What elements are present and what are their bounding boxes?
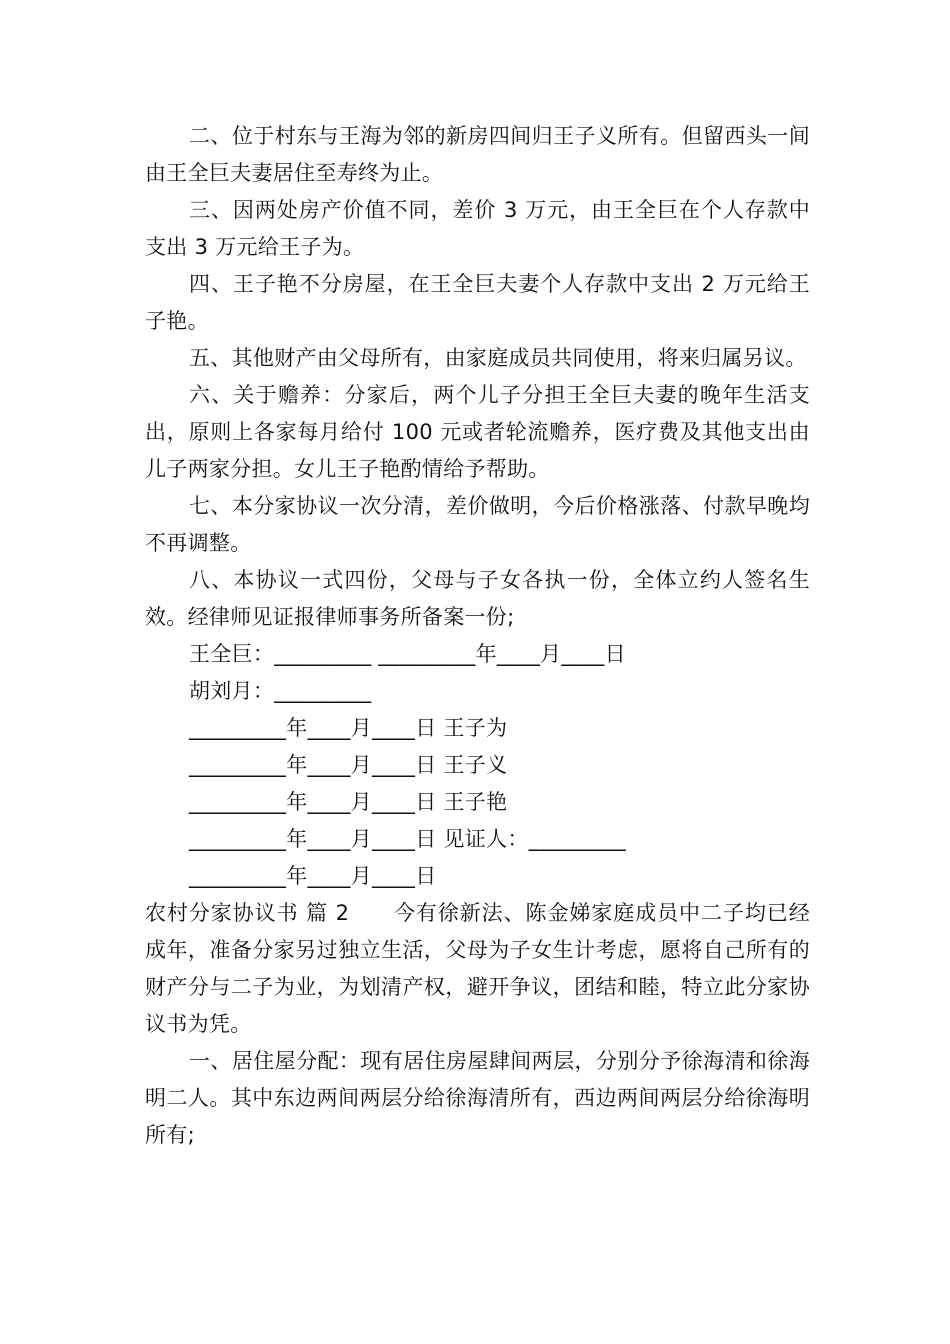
signature-line: _________年____月____日 王子为	[189, 716, 508, 740]
clause-5: 五、其他财产由父母所有，由家庭成员共同使用，将来归属另议。	[189, 346, 807, 370]
section2-heading: 农村分家协议书 篇 2	[145, 901, 350, 925]
signature-line: _________年____月____日 见证人：_________	[189, 827, 626, 851]
signature-line: 王全巨：_________ _________年____月____日	[189, 642, 626, 666]
clause-3: 三、因两处房产价值不同，差价 3 万元，由王全巨在个人存款中支出 3 万元给王子为。	[145, 198, 810, 259]
signature-line: _________年____月____日 王子义	[189, 753, 508, 777]
section2-clause-1: 一、居住屋分配：现有居住房屋肆间两层，分别分予徐海清和徐海明二人。其中东边两间两层分给徐海清所有，西边两间两层分给徐海明所有;	[145, 1049, 810, 1147]
section2-intro-paragraph	[145, 895, 810, 1043]
clause-7: 七、本分家协议一次分清，差价做明，今后价格涨落、付款早晚均不再调整。	[145, 494, 810, 555]
signature-line: 胡刘月：_________	[189, 679, 372, 703]
clause-6: 六、关于赡养：分家后，两个儿子分担王全巨夫妻的晚年生活支出，原则上各家每月给付 100 元或者轮流赡养，医疗费及其他支出由儿子两家分担。女儿王子艳酌情给予帮助。	[145, 383, 810, 481]
clause-8: 八、本协议一式四份，父母与子女各执一份，全体立约人签名生效。经律师见证报律师事务所备案一份;	[145, 568, 810, 629]
section2-intro: 今有徐新法、陈金娣家庭成员中二子均已经成年，准备分家另过独立生活，父母为子女生计考虑，愿将自己所有的财产分与二子为业，为划清产权，避开争议，团结和睦，特立此分家协议书为凭。	[145, 901, 811, 1036]
document-body	[145, 118, 810, 1154]
signature-line: _________年____月____日	[189, 864, 437, 888]
signature-line: _________年____月____日 王子艳	[189, 790, 508, 814]
clause-2: 二、位于村东与王海为邻的新房四间归王子义所有。但留西头一间由王全巨夫妻居住至寿终为止。	[145, 124, 810, 185]
clause-4: 四、王子艳不分房屋，在王全巨夫妻个人存款中支出 2 万元给王子艳。	[145, 272, 810, 333]
